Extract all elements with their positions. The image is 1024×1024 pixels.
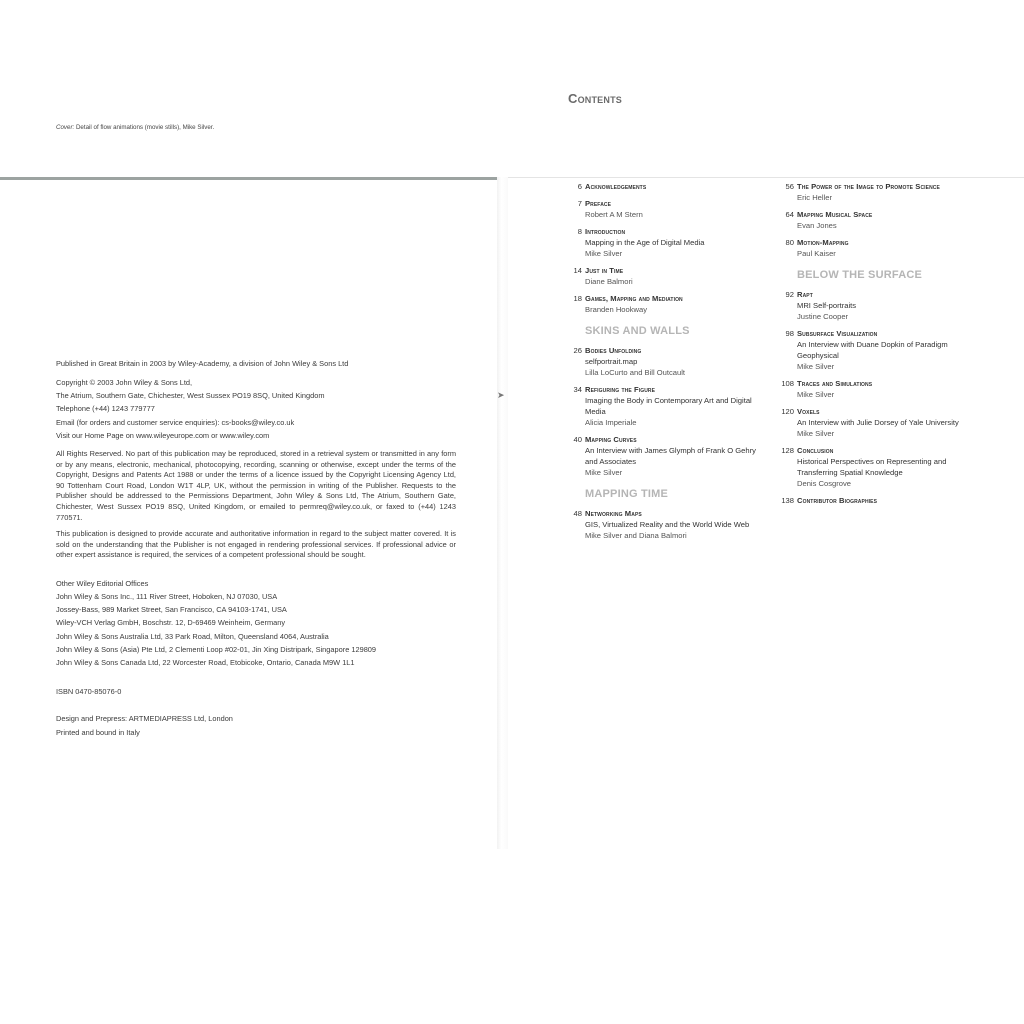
- toc-author: Mike Silver: [797, 429, 835, 438]
- printed-line: Printed and bound in Italy: [56, 728, 140, 737]
- toc-entry[interactable]: [566, 345, 766, 378]
- toc-title: Traces and Simulations: [797, 379, 873, 388]
- toc-subtitle: selfportrait.map: [585, 357, 638, 366]
- toc-title: Games, Mapping and Mediation: [585, 294, 683, 303]
- toc-author: Denis Cosgrove: [797, 479, 852, 488]
- toc-author: Justine Cooper: [797, 312, 849, 321]
- toc-title: Rapt: [797, 290, 813, 299]
- office-line: Jossey-Bass, 989 Market Street, San Francisco, CA 94103-1741, USA: [56, 605, 287, 615]
- toc-entry[interactable]: [778, 378, 978, 400]
- toc-subtitle: MRI Self-portraits: [797, 301, 857, 310]
- toc-page-number: 40: [573, 435, 582, 444]
- toc-author: Alicia Imperiale: [585, 418, 637, 427]
- section-heading: MAPPING TIME: [585, 488, 669, 500]
- toc-page-number: 98: [785, 329, 794, 338]
- address-line: The Atrium, Southern Gate, Chichester, West Sussex PO19 8SQ, United Kingdom: [56, 391, 325, 401]
- toc-title: Just in Time: [585, 266, 624, 275]
- toc-author: Mike Silver and Diana Balmori: [585, 531, 687, 540]
- toc-title: Mapping Curves: [585, 435, 637, 444]
- toc-subtitle: GIS, Virtualized Reality and the World Wide Web: [585, 520, 750, 529]
- toc-page-number: 18: [573, 294, 582, 303]
- toc-title: Introduction: [585, 227, 626, 236]
- toc-page-number: 48: [573, 509, 582, 518]
- toc-author: Robert A M Stern: [585, 210, 643, 219]
- publisher-address: [56, 376, 325, 442]
- toc-author: Mike Silver: [797, 362, 835, 371]
- toc-entry[interactable]: [566, 293, 766, 315]
- toc-page-number: 138: [781, 496, 794, 505]
- toc-entry[interactable]: [566, 181, 766, 192]
- toc-subtitle: An Interview with James Glymph of Frank O Gehry and Associates: [585, 446, 756, 466]
- toc-author: Eric Heller: [797, 193, 833, 202]
- toc-entry[interactable]: [778, 289, 978, 322]
- toc-entry[interactable]: [778, 406, 978, 439]
- toc-page-number: 8: [577, 227, 582, 236]
- toc-author: Paul Kaiser: [797, 249, 836, 258]
- toc-page-number: 120: [781, 407, 794, 416]
- toc-page-number: 7: [577, 199, 582, 208]
- toc-entry[interactable]: [566, 384, 766, 428]
- toc-page-number: 80: [785, 238, 794, 247]
- contents-column-right: [778, 181, 978, 512]
- toc-entry[interactable]: [566, 508, 766, 541]
- toc-entry[interactable]: [778, 328, 978, 372]
- toc-entry[interactable]: [566, 265, 766, 287]
- toc-title: Mapping Musical Space: [797, 210, 873, 219]
- toc-page-number: 64: [785, 210, 794, 219]
- rights-paragraph: All Rights Reserved. No part of this publication may be reproduced, stored in a retrieval system or transmitted in any form or by any means, electronic, mechanical, photocopying, recording, scanning or otherwise, except under the terms of the Copyright, Designs and Patents Act 1988 or under the terms of a licence issued by the Copyright Licensing Agency Ltd, 90 Tottenham Court Road, London W1T 4LP, UK, without the permission in writing of the Publisher. Requests to the Publisher should be addressed to the Permissions Department, John Wiley & Sons Ltd, The Atrium, Southern Gate, Chichester, West Sussex PO19 8SQ, United Kingdom, or emailed to permreq@wiley.co.uk, or faxed to (+44) 1243 770571.: [56, 449, 456, 522]
- address-line: Email (for orders and customer service enquiries): cs-books@wiley.co.uk: [56, 417, 295, 427]
- published-line: Published in Great Britain in 2003 by Wiley-Academy, a division of John Wiley & Sons Ltd: [56, 359, 349, 368]
- design-credit: Design and Prepress: ARTMEDIAPRESS Ltd, London: [56, 714, 233, 723]
- toc-author: Diane Balmori: [585, 277, 633, 286]
- toc-author: Mike Silver: [585, 468, 623, 477]
- cover-credit: [56, 124, 214, 131]
- contents-column-left: [566, 181, 766, 547]
- toc-author: Mike Silver: [585, 249, 623, 258]
- toc-page-number: 56: [785, 182, 794, 191]
- toc-title: Refiguring the Figure: [585, 385, 656, 394]
- toc-title: Networking Maps: [585, 509, 642, 518]
- toc-entry[interactable]: [778, 445, 978, 489]
- office-line: John Wiley & Sons Australia Ltd, 33 Park Road, Milton, Queensland 4064, Australia: [56, 631, 329, 641]
- cover-credit-label: Cover:: [56, 124, 75, 131]
- toc-entry[interactable]: [778, 181, 978, 203]
- toc-title: Voxels: [797, 407, 820, 416]
- toc-subtitle: Historical Perspectives on Representing and Transferring Spatial Knowledge: [797, 457, 947, 477]
- toc-title: Acknowledgements: [585, 182, 647, 191]
- cover-credit-text: Detail of flow animations (movie stills), Mike Silver.: [75, 124, 215, 131]
- toc-author: Branden Hookway: [585, 305, 648, 314]
- toc-title: The Power of the Image to Promote Science: [797, 182, 940, 191]
- section-heading: SKINS AND WALLS: [585, 325, 690, 337]
- toc-entry[interactable]: [566, 198, 766, 220]
- toc-author: Evan Jones: [797, 221, 837, 230]
- toc-title: Subsurface Visualization: [797, 329, 878, 338]
- toc-page-number: 6: [577, 182, 582, 191]
- toc-page-number: 92: [785, 290, 794, 299]
- toc-entry[interactable]: [566, 434, 766, 478]
- toc-page-number: 108: [781, 379, 794, 388]
- toc-entry[interactable]: [778, 237, 978, 259]
- book-gutter: [497, 177, 508, 849]
- toc-page-number: 14: [573, 266, 582, 275]
- toc-title: Conclusion: [797, 446, 834, 455]
- toc-page-number: 34: [573, 385, 582, 394]
- gutter-mark-icon: ➤: [497, 390, 505, 400]
- address-line: Visit our Home Page on www.wileyeurope.com or www.wiley.com: [56, 430, 270, 440]
- toc-entry[interactable]: [778, 209, 978, 231]
- toc-page-number: 26: [573, 346, 582, 355]
- toc-subtitle: Imaging the Body in Contemporary Art and Digital Media: [585, 396, 752, 416]
- office-line: John Wiley & Sons Canada Ltd, 22 Worcester Road, Etobicoke, Ontario, Canada M9W 1L1: [56, 658, 355, 668]
- toc-title: Bodies Unfolding: [585, 346, 642, 355]
- contents-title: Contents: [568, 91, 622, 106]
- toc-author: Mike Silver: [797, 390, 835, 399]
- office-line: Wiley-VCH Verlag GmbH, Boschstr. 12, D-69469 Weinheim, Germany: [56, 618, 286, 628]
- toc-author: Lilla LoCurto and Bill Outcault: [585, 368, 686, 377]
- toc-title: Motion-Mapping: [797, 238, 849, 247]
- toc-entry[interactable]: [566, 226, 766, 259]
- isbn: ISBN 0470-85076-0: [56, 687, 122, 696]
- toc-subtitle: An Interview with Duane Dopkin of Paradigm Geophysical: [797, 340, 948, 360]
- toc-subtitle: Mapping in the Age of Digital Media: [585, 238, 705, 247]
- section-heading: BELOW THE SURFACE: [797, 269, 923, 281]
- offices-list: [56, 590, 376, 669]
- toc-page-number: 128: [781, 446, 794, 455]
- address-line: Copyright © 2003 John Wiley & Sons Ltd,: [56, 378, 193, 387]
- address-line: Telephone (+44) 1243 779777: [56, 404, 155, 414]
- office-line: John Wiley & Sons Inc., 111 River Street, Hoboken, NJ 07030, USA: [56, 592, 278, 601]
- offices-heading: Other Wiley Editorial Offices: [56, 579, 149, 588]
- toc-title: Preface: [585, 199, 612, 208]
- toc-subtitle: An Interview with Julie Dorsey of Yale University: [797, 418, 959, 427]
- disclaimer-paragraph: This publication is designed to provide accurate and authoritative information in regard to the subject matter covered. It is sold on the understanding that the Publisher is not engaged in rendering professional services. If professional advice or other expert assistance is required, the services of a competent professional should be sought.: [56, 529, 456, 560]
- office-line: John Wiley & Sons (Asia) Pte Ltd, 2 Clementi Loop #02-01, Jin Xing Distripark, Singapore 129809: [56, 644, 377, 654]
- toc-entry[interactable]: [778, 495, 978, 506]
- toc-title: Contributor Biographies: [797, 496, 878, 505]
